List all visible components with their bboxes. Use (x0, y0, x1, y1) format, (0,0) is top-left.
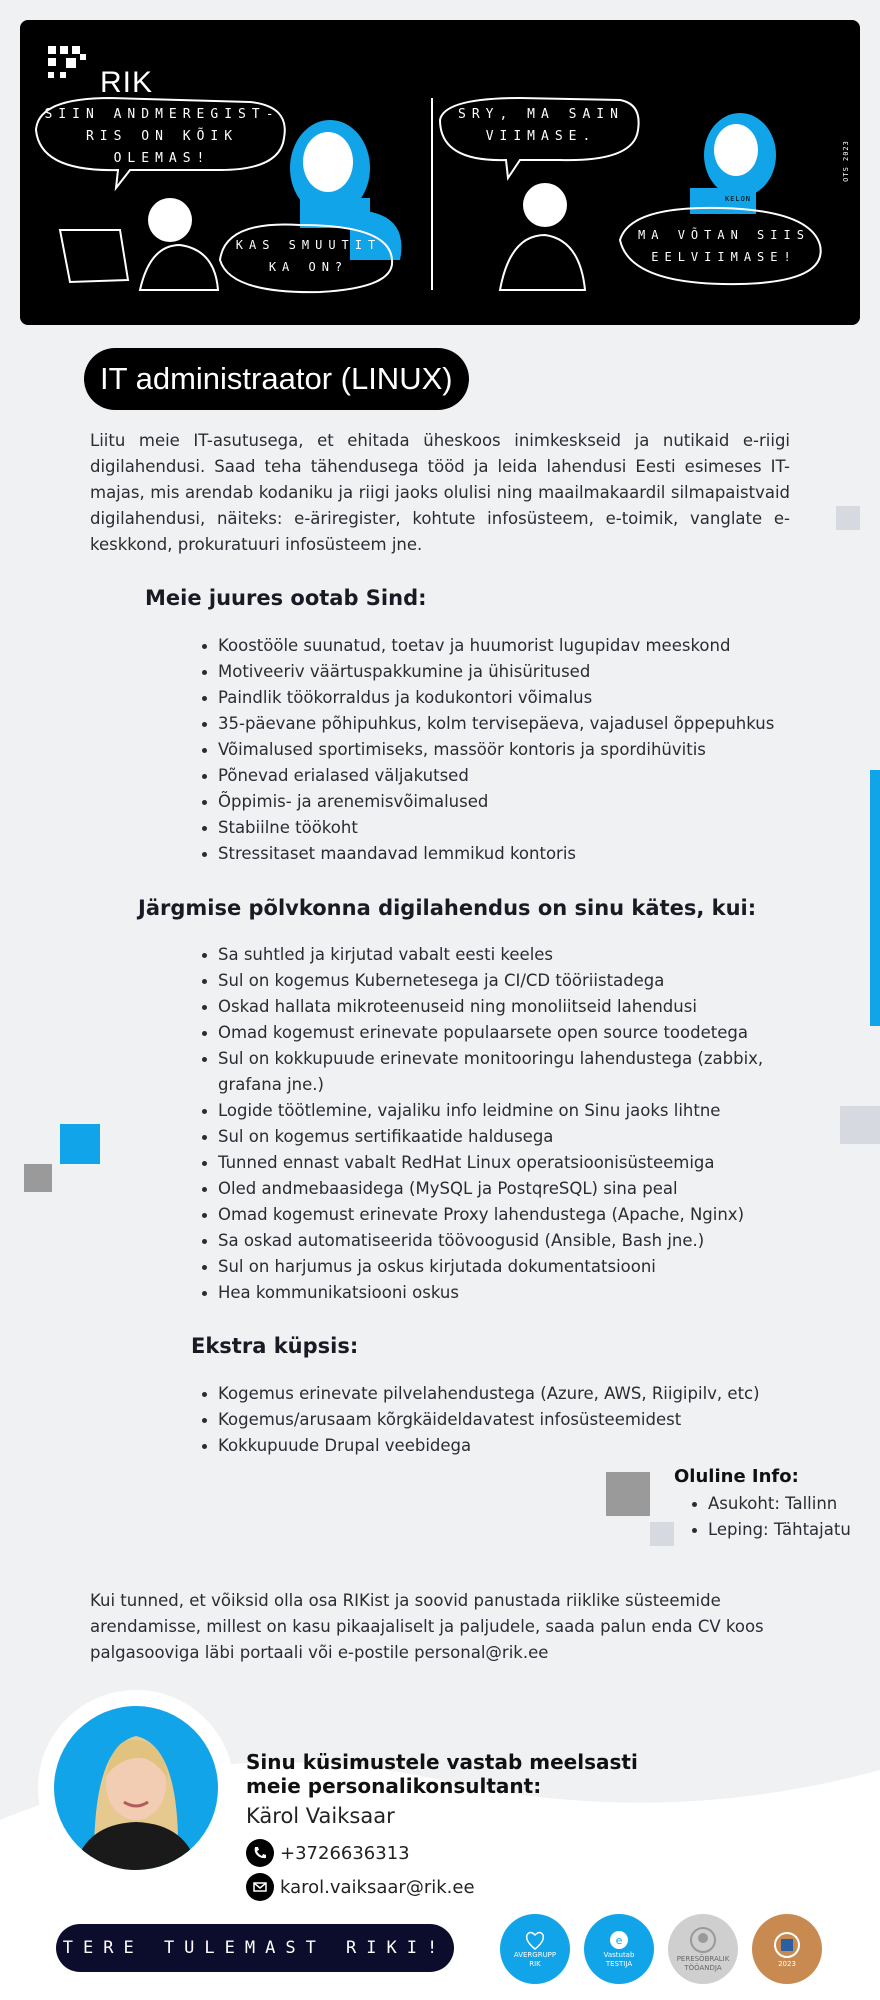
info-heading: Oluline Info: (674, 1466, 799, 1487)
comic-bubble-2: KAS SMUUTIT KA ON? (235, 238, 382, 274)
list-item: Asukoht: Tallinn (688, 1491, 851, 1517)
extra-list (198, 1381, 760, 1459)
contact-email-row[interactable] (246, 1872, 475, 1902)
welcome-banner: TERE TULEMAST RIKI! (56, 1924, 454, 1972)
requirements-list (198, 942, 763, 1306)
decor-square (606, 1472, 650, 1516)
offer-heading: Meie juures ootab Sind: (145, 586, 427, 610)
list-item: Kogemus erinevate pilvelahendustega (Azure, AWS, Riigipilv, etc) (198, 1381, 760, 1407)
job-title: IT administraator (LINUX) (84, 348, 469, 410)
comic-bubble-1: SIIN ANDMEREGIST- RIS ON KÕIK OLEMAS! (44, 107, 280, 166)
decor-square (650, 1522, 674, 1546)
rik-logo-mark (48, 46, 86, 78)
list-item: Sul on kokkupuude erinevate monitooringu lahendustega (zabbix, (198, 1046, 763, 1072)
outro-paragraph: Kui tunned, et võiksid olla osa RIKist ja soovid panustada riiklike süsteemide arendamisse, millest on kasu pikaajaliselt ja paljudele, saada palun enda CV koos palgasooviga läbi portaali või e-postile personal@rik.ee (90, 1591, 764, 1662)
comic-bubble-4: MA VÕTAN SIIS EELVIIMASE! (638, 228, 810, 264)
badge-peresobralik: PERESÕBRALIK TÖÖANDJA (668, 1914, 738, 1984)
requirements-heading: Järgmise põlvkonna digilahendus on sinu kätes, kui: (138, 896, 757, 920)
list-item: Paindlik töökorraldus ja kodukontori võimalus (198, 685, 774, 711)
comic-bubble-3: SRY, MA SAIN VIIMASE. (458, 107, 624, 144)
list-item: Tunned ennast vabalt RedHat Linux operatsioonisüsteemiga (198, 1150, 763, 1176)
list-item: Omad kogemust erinevate populaarsete open source toodetega (198, 1020, 763, 1046)
comic-cup-label: KELON (724, 195, 752, 203)
comic-banner (20, 20, 860, 325)
intro-paragraph: Liitu meie IT-asutusega, et ehitada üheskoos inimkeskseid ja nutikaid e-riigi digilahendusi. Saad teha tähendusega tööd ja leida lahendusi Eesti esimeses IT-majas, mis arendab kodaniku ja riigi jaoks olulisi ning maailmakaardil silmapaistvaid digilahendusi, näiteks: e-äriregister, kohtute infosüsteem, e-toimik, vanglate e-keskkond, prokuratuuri infosüsteem jne. (90, 431, 790, 554)
contact-name: Kärol Vaiksaar (246, 1804, 395, 1828)
decor-square (24, 1164, 52, 1192)
badge-seal: 2023 (752, 1914, 822, 1984)
list-item: Sa oskad automatiseerida töövoogusid (Ansible, Bash jne.) (198, 1228, 763, 1254)
list-item: Motiveeriv väärtuspakkumine ja ühisüritused (198, 659, 774, 685)
decor-square (840, 1106, 880, 1144)
contact-phone-row[interactable] (246, 1838, 410, 1868)
decor-square (836, 506, 860, 530)
svg-text:e: e (615, 1934, 623, 1947)
list-item: Kokkupuude Drupal veebidega (198, 1433, 760, 1459)
list-item: Stabiilne töökoht (198, 815, 774, 841)
list-item: Sul on kogemus sertifikaatide haldusega (198, 1124, 763, 1150)
list-item: Õppimis- ja arenemisvõimalused (198, 789, 774, 815)
decor-square-blue (60, 1124, 100, 1164)
list-item: Oskad hallata mikroteenuseid ning monoliitseid lahendusi (198, 994, 763, 1020)
list-item: Oled andmebaasidega (MySQL ja PostqreSQL) sina peal (198, 1176, 763, 1202)
comic-signature: OTS 2023 (842, 140, 850, 182)
badge-avergrupp: AVERGRUPP RIK (500, 1914, 570, 1984)
mail-icon (246, 1873, 274, 1901)
list-item: Logide töötlemine, vajaliku info leidmine on Sinu jaoks lihtne (198, 1098, 763, 1124)
list-item: grafana jne.) (218, 1075, 324, 1094)
list-item: Sul on kogemus Kubernetesega ja CI/CD tööriistadega (198, 968, 763, 994)
badge-vastutab: e Vastutab TESTIJA (584, 1914, 654, 1984)
list-item: Hea kommunikatsiooni oskus (198, 1280, 763, 1306)
list-item: 35-päevane põhipuhkus, kolm tervisepäeva, vajadusel õppepuhkus (198, 711, 774, 737)
phone-icon (246, 1839, 274, 1867)
contact-phone: +3726636313 (280, 1842, 410, 1864)
extra-heading: Ekstra küpsis: (191, 1334, 359, 1358)
list-item: Koostööle suunatud, toetav ja huumorist lugupidav meeskond (198, 633, 774, 659)
list-item: Kogemus/arusaam kõrgkäideldavatest infosüsteemidest (198, 1407, 760, 1433)
info-list (688, 1491, 851, 1543)
avatar (54, 1706, 218, 1870)
list-item: Leping: Tähtajatu (688, 1517, 851, 1543)
contact-heading: Sinu küsimustele vastab meelsasti meie personalikonsultant: (246, 1750, 638, 1798)
avatar-portrait (54, 1706, 218, 1870)
offer-list (198, 633, 774, 867)
list-item: Sul on harjumus ja oskus kirjutada dokumentatsiooni (198, 1254, 763, 1280)
contact-email: karol.vaiksaar@rik.ee (280, 1876, 475, 1898)
list-item: Sa suhtled ja kirjutad vabalt eesti keeles (198, 942, 763, 968)
list-item: Võimalused sportimiseks, massöör kontoris ja spordihüvitis (198, 737, 774, 763)
list-item: Omad kogemust erinevate Proxy lahendustega (Apache, Nginx) (198, 1202, 763, 1228)
list-item: Põnevad erialased väljakutsed (198, 763, 774, 789)
accent-bar (870, 770, 880, 1026)
list-item: Stressitaset maandavad lemmikud kontoris (198, 841, 774, 867)
comic-logo-text: RIK (100, 66, 154, 99)
